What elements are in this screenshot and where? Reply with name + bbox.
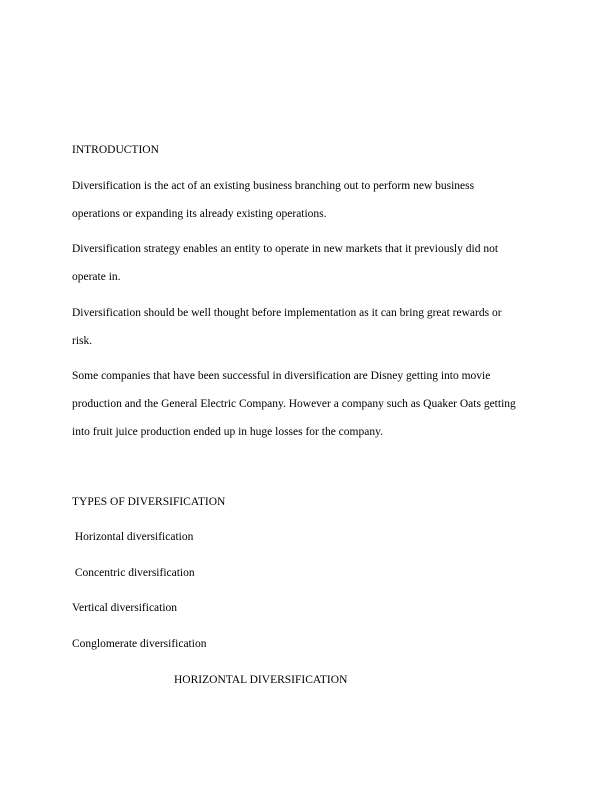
types-list-item: Vertical diversification — [72, 602, 178, 614]
paragraph-line: risk. — [72, 335, 93, 347]
horizontal-heading: HORIZONTAL DIVERSIFICATION — [174, 674, 348, 686]
types-list-item: Concentric diversification — [72, 567, 195, 579]
paragraph-line: Diversification should be well thought before implementation as it can bring great rewards or — [72, 307, 502, 319]
paragraph-line: Some companies that have been successful in diversification are Disney getting into movie — [72, 370, 491, 382]
paragraph-line: Diversification strategy enables an entity to operate in new markets that it previously did not — [72, 243, 499, 255]
paragraph-line: Diversification is the act of an existing business branching out to perform new business — [72, 180, 475, 192]
paragraph-line: production and the General Electric Company. However a company such as Quaker Oats getting — [72, 398, 516, 410]
types-heading: TYPES OF DIVERSIFICATION — [72, 496, 226, 508]
paragraph-line: into fruit juice production ended up in huge losses for the company. — [72, 426, 383, 438]
intro-heading: INTRODUCTION — [72, 144, 159, 156]
paragraph-line: operate in. — [72, 271, 121, 283]
types-list-item: Horizontal diversification — [72, 531, 194, 543]
paragraph-line: operations or expanding its already existing operations. — [72, 208, 327, 220]
types-list-item: Conglomerate diversification — [72, 638, 207, 650]
